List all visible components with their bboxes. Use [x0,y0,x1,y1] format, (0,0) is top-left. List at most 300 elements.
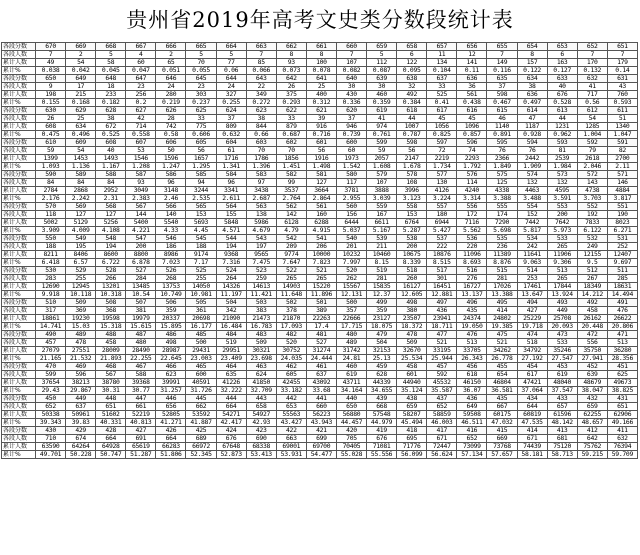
table-cell: 200 [126,243,156,251]
table-cell: 55.556 [367,451,397,459]
table-cell: 3.039 [367,195,397,203]
table-cell: 107 [336,59,366,67]
table-cell: 556 [577,339,607,347]
table-cell: 1786 [246,155,276,163]
table-cell: 192 [577,211,607,219]
table-cell: 440 [336,395,366,403]
table-cell: 3.591 [547,195,577,203]
table-cell: 37.547 [547,387,577,395]
table-cell: 9565 [246,251,276,259]
row-label: 各段人数 [2,275,36,283]
table-cell: 668 [96,43,126,51]
table-cell: 38.825 [607,387,637,395]
table-cell: 44940 [397,379,427,387]
table-cell: 539 [367,235,397,243]
table-cell: 40 [547,83,577,91]
table-cell: 12.881 [427,291,457,299]
table-cell: 652 [457,435,487,443]
table-cell: 623 [246,107,276,115]
table-cell: 495 [487,299,517,307]
table-cell: 644 [517,403,547,411]
table-cell: 70405 [336,443,366,451]
table-cell: 59 [367,147,397,155]
table-cell: 671 [517,435,547,443]
table-cell: 153 [397,211,427,219]
table-cell: 567 [126,203,156,211]
table-cell: 47.535 [517,419,547,427]
table-cell: 607 [126,139,156,147]
table-cell: 599 [367,139,397,147]
table-cell: 25229 [517,315,547,323]
table-cell: 359 [156,307,186,315]
table-cell: 1.542 [336,163,366,171]
table-cell: 1399 [36,155,66,163]
score-row [2,235,638,243]
table-cell: 8 [276,51,306,59]
score-row [2,107,638,115]
table-cell: 1.984 [547,163,577,171]
table-cell: 650 [36,75,66,83]
table-cell: 8211 [36,251,66,259]
table-cell: 2057 [367,155,397,163]
table-cell: 659 [577,403,607,411]
table-cell: 664 [156,435,186,443]
table-cell: 4 [126,51,156,59]
table-cell: 7.475 [246,259,276,267]
table-cell: 640 [336,75,366,83]
table-cell: 0.042 [66,67,96,75]
table-cell: 16451 [427,283,457,291]
table-cell: 23.409 [216,355,246,363]
table-cell: 44 [397,115,427,123]
table-cell: 647 [126,75,156,83]
table-cell: 43.427 [276,419,306,427]
table-cell: 35.124 [397,387,427,395]
table-cell: 1.909 [517,163,547,171]
table-cell: 48.142 [547,419,577,427]
table-cell: 5.973 [547,227,577,235]
table-cell: 423 [246,427,276,435]
table-cell: 0.255 [216,99,246,107]
table-cell: 37 [336,115,366,123]
table-cell: 442 [276,395,306,403]
table-cell: 34792 [517,347,547,355]
table-cell: 534 [517,235,547,243]
table-cell: 265 [547,243,577,251]
table-cell: 668 [367,403,397,411]
table-cell: 6.57 [66,259,96,267]
count-row [2,83,638,91]
table-cell: 528 [96,267,126,275]
table-cell: 16127 [397,283,427,291]
table-cell: 36.581 [487,387,517,395]
table-cell: 445 [186,395,216,403]
table-cell: 592 [427,371,457,379]
table-cell: 18.075 [367,323,397,331]
table-cell: 8.876 [487,259,517,267]
table-cell: 28009 [96,347,126,355]
table-cell: 6611 [367,219,397,227]
table-cell: 33 [427,83,457,91]
table-cell: 43711 [336,379,366,387]
table-cell: 5 [216,51,246,59]
table-cell: 5 [367,51,397,59]
table-cell: 605 [186,139,216,147]
table-cell: 33.182 [276,387,306,395]
table-cell: 4463 [517,187,547,195]
table-cell: 30 [336,83,366,91]
table-cell: 40.331 [96,419,126,427]
table-cell: 51.287 [126,451,156,459]
percent-row [2,227,638,235]
table-cell: 628 [367,371,397,379]
table-cell: 666 [156,43,186,51]
table-cell: 56 [186,147,216,155]
table-cell: 24 [216,83,246,91]
table-cell: 612 [577,107,607,115]
table-cell: 571 [607,171,637,179]
table-cell: 510 [36,299,66,307]
table-cell: 522 [276,267,306,275]
table-cell: 7 [577,51,607,59]
table-cell: 664 [96,435,126,443]
row-label: 累计% [2,451,36,459]
row-label: 累计人数 [2,251,36,259]
table-cell: 23 [186,83,216,91]
table-cell: 259 [246,275,276,283]
table-cell: 452 [577,363,607,371]
table-cell: 27.547 [547,355,577,363]
table-cell: 60 [126,59,156,67]
table-cell: 659 [397,403,427,411]
table-cell: 8.515 [427,259,457,267]
table-cell: 1.396 [246,163,276,171]
table-cell: 37 [487,83,517,91]
table-cell: 209 [276,243,306,251]
table-cell: 7833 [577,219,607,227]
row-label: 累计人数 [2,347,36,355]
table-cell: 34.164 [336,387,366,395]
table-cell: 281 [487,275,517,283]
table-cell: 11.648 [276,291,306,299]
table-cell: 18.711 [427,323,457,331]
table-cell: 17.715 [336,323,366,331]
table-cell: 2784 [36,187,66,195]
row-label: 累计% [2,259,36,267]
table-cell: 669 [487,435,517,443]
table-cell: 15.03 [66,323,96,331]
table-cell: 15835 [367,283,397,291]
table-cell: 62255 [577,411,607,419]
table-cell: 476 [457,331,487,339]
table-cell: 417 [427,427,457,435]
table-cell: 42.93 [246,419,276,427]
table-cell: 483 [246,331,276,339]
row-label: 累计人数 [2,123,36,131]
table-cell: 601 [306,139,336,147]
table-cell: 144 [126,211,156,219]
table-cell: 0.122 [517,67,547,75]
table-cell: 583 [246,171,276,179]
cumulative-row [2,411,638,419]
table-cell: 4.571 [216,227,246,235]
table-cell: 24 [156,83,186,91]
table-cell: 2618 [577,155,607,163]
table-cell: 588 [126,371,156,379]
table-cell: 0.127 [547,67,577,75]
row-label: 累计% [2,355,36,363]
table-cell: 742 [156,123,186,131]
table-cell: 24.035 [276,355,306,363]
table-cell: 47421 [517,379,547,387]
table-cell: 60175 [487,411,517,419]
table-cell: 568 [96,203,126,211]
table-cell: 157 [517,59,547,67]
percent-row [2,419,638,427]
table-cell: 9174 [186,251,216,259]
table-cell: 28490 [126,347,156,355]
table-cell: 1056 [427,123,457,131]
table-cell: 27551 [66,347,96,355]
table-cell: 60 [336,147,366,155]
table-cell: 23127 [367,315,397,323]
table-cell: 508 [96,299,126,307]
page-title: 贵州省2019年高考文史类分数段统计表 [126,8,514,32]
table-cell: 70 [246,147,276,155]
table-cell: 42 [126,115,156,123]
table-cell: 24802 [487,315,517,323]
table-cell: 492 [397,91,427,99]
table-cell: 501 [306,299,336,307]
table-cell: 653 [547,43,577,51]
table-cell: 141 [457,59,487,67]
table-cell: 5002 [36,219,66,227]
table-cell: 598 [397,139,427,147]
table-cell: 12690 [36,283,66,291]
table-cell: 615 [487,107,517,115]
table-cell: 46.003 [427,419,457,427]
percent-row [2,99,638,107]
table-cell: 544 [216,235,246,243]
table-cell: 506 [156,299,186,307]
table-cell: 20337 [156,315,186,323]
table-cell: 0.857 [457,131,487,139]
table-cell: 669 [66,43,96,51]
table-cell: 317 [36,307,66,315]
table-cell: 9368 [216,251,246,259]
table-cell: 268 [156,275,186,283]
table-cell: 3438 [246,187,276,195]
table-cell: 479 [367,331,397,339]
table-cell: 714 [126,123,156,131]
table-cell: 526 [156,267,186,275]
table-cell: 1.678 [397,163,427,171]
table-cell: 504 [367,339,397,347]
row-label: 累计% [2,195,36,203]
table-cell: 635 [216,371,246,379]
table-cell: 10232 [336,251,366,259]
table-cell: 58.181 [517,451,547,459]
table-cell: 26 [36,115,66,123]
table-cell: 411 [607,427,637,435]
table-cell: 676 [547,91,577,99]
table-cell: 611 [607,107,637,115]
table-cell: 26622 [607,315,637,323]
table-cell: 625 [607,371,637,379]
table-cell: 4.108 [96,227,126,235]
row-label: 累计% [2,131,36,139]
table-cell: 561 [457,91,487,99]
table-cell: 0.073 [276,67,306,75]
table-cell: 7 [607,51,637,59]
table-cell: 265 [547,275,577,283]
table-cell: 53592 [186,411,216,419]
table-cell: 555 [487,203,517,211]
table-cell: 9 [36,83,66,91]
table-cell: 42.417 [216,419,246,427]
table-cell: 412 [577,427,607,435]
table-cell: 4.33 [156,227,186,235]
table-cell: 458 [577,307,607,315]
table-cell: 100 [306,59,336,67]
table-cell: 18861 [36,315,66,323]
table-cell: 84 [36,179,66,187]
table-cell: 266 [96,275,126,283]
table-cell: 4240 [457,187,487,195]
table-cell: 0.087 [367,67,397,75]
table-cell: 421 [306,427,336,435]
cumulative-row [2,155,638,163]
count-row [2,179,638,187]
table-cell: 414 [487,307,517,315]
table-cell: 195 [66,243,96,251]
table-cell: 656 [156,403,186,411]
table-cell: 4.221 [126,227,156,235]
table-cell: 576 [457,171,487,179]
score-row [2,267,638,275]
row-label: 各段分数 [2,395,36,403]
table-cell: 705 [336,435,366,443]
table-cell: 428 [96,427,126,435]
table-cell: 6128 [276,219,306,227]
cumulative-row [2,283,638,291]
count-row [2,243,638,251]
table-cell: 10000 [306,251,336,259]
row-label: 各段人数 [2,403,36,411]
table-cell: 32 [397,83,427,91]
table-cell: 108 [397,179,427,187]
table-cell: 566 [156,203,186,211]
table-cell: 256 [126,91,156,99]
table-cell: 467 [126,363,156,371]
table-cell: 654 [517,43,547,51]
table-cell: 20.806 [607,323,637,331]
table-cell: 197 [246,243,276,251]
table-cell: 676 [367,435,397,443]
table-cell: 596 [457,139,487,147]
table-cell: 38780 [96,379,126,387]
table-cell: 52219 [126,411,156,419]
table-cell: 629 [66,107,96,115]
table-cell: 502 [276,299,306,307]
row-label: 累计人数 [2,187,36,195]
table-cell: 5.427 [427,227,457,235]
table-cell: 11.421 [246,291,276,299]
table-cell: 658 [246,403,276,411]
table-cell: 0.219 [156,99,186,107]
table-cell: 657 [547,403,577,411]
table-cell: 513 [547,267,577,275]
table-cell: 7 [246,51,276,59]
table-cell: 152 [517,211,547,219]
table-cell: 61596 [547,411,577,419]
table-cell: 0.045 [96,67,126,75]
table-cell: 14613 [246,283,276,291]
table-cell: 2.242 [66,195,96,203]
table-cell: 54.477 [306,451,336,459]
table-cell: 0.132 [577,67,607,75]
table-cell: 45 [457,115,487,123]
table-cell: 1.341 [216,163,246,171]
table-cell: 518 [397,267,427,275]
table-cell: 5.037 [336,227,366,235]
table-cell: 449 [547,307,577,315]
table-cell: 14.741 [36,323,66,331]
table-cell: 490 [36,331,66,339]
table-cell: 498 [397,299,427,307]
table-cell: 361 [186,307,216,315]
table-cell: 188 [186,243,216,251]
table-cell: 31.726 [186,387,216,395]
table-cell: 1.167 [96,163,126,171]
table-cell: 84 [66,179,96,187]
table-cell: 582 [276,171,306,179]
table-cell: 40591 [186,379,216,387]
table-cell: 660 [306,403,336,411]
table-cell: 521 [487,339,517,347]
table-cell: 667 [487,403,517,411]
table-cell: 327 [216,91,246,99]
table-cell: 2.955 [336,195,366,203]
table-cell: 13.137 [457,291,487,299]
table-cell: 660 [336,43,366,51]
table-cell: 23.698 [246,355,276,363]
table-cell: 56.099 [397,451,427,459]
table-cell: 527 [306,339,336,347]
table-cell: 619 [547,371,577,379]
table-cell: 16.484 [216,323,246,331]
row-label: 累计人数 [2,91,36,99]
row-label: 各段人数 [2,179,36,187]
table-cell: 130 [427,179,457,187]
row-label: 各段人数 [2,211,36,219]
row-label: 各段人数 [2,83,36,91]
table-cell: 48679 [577,379,607,387]
table-cell: 13485 [126,283,156,291]
table-cell: 559 [367,203,397,211]
row-label: 累计人数 [2,379,36,387]
percent-row [2,451,638,459]
table-cell: 57.134 [457,451,487,459]
table-cell: 1.208 [126,163,156,171]
table-cell: 59.709 [607,451,637,459]
table-cell: 85 [246,59,276,67]
table-cell: 32.709 [246,387,276,395]
table-cell: 646 [156,75,186,83]
table-cell: 117 [336,179,366,187]
table-cell: 0.739 [336,131,366,139]
table-cell: 588 [96,171,126,179]
